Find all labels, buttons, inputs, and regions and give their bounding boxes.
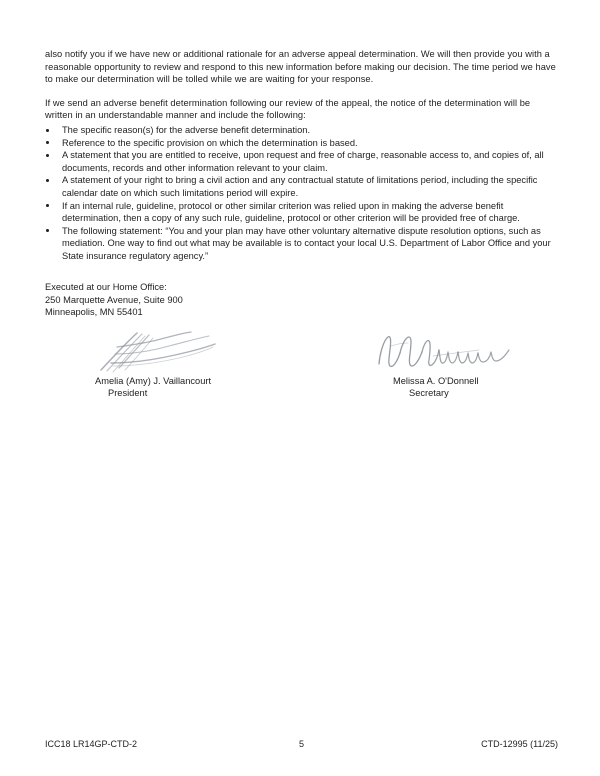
list-item-text: The specific reason(s) for the adverse benefit determination. xyxy=(62,124,311,135)
document-body xyxy=(45,48,558,263)
list-item-text: If an internal rule, guideline, protocol or other similar criterion was relied upon in making the adverse benefit determination, then a copy of any such rule, guideline, protocol or other criterion will be provided free of charge. xyxy=(62,200,520,224)
paragraph-determination-notice-intro: If we send an adverse benefit determination following our review of the appeal, the notice of the determination will be written in an understandable manner and include the following: xyxy=(45,97,531,121)
list-item xyxy=(45,225,558,263)
footer-page-number: 5 xyxy=(298,739,304,749)
list-item xyxy=(45,174,558,199)
bullet-icon xyxy=(46,204,49,207)
footer-form-number: ICC18 LR14GP-CTD-2 xyxy=(45,739,138,749)
bullet-icon xyxy=(46,141,49,144)
execution-line-executed-at: Executed at our Home Office: xyxy=(45,282,167,292)
footer-document-code: CTD-12995 (11/25) xyxy=(481,739,558,749)
list-item xyxy=(45,137,558,150)
paragraph-adverse-appeal-rationale: also notify you if we have new or additional rationale for an adverse appeal determination. We will then provide you with a reasonable opportunity to review and respond to this new information before making our decision. The time period we have to make our determination will be tolled while we are waiting for your response. xyxy=(45,49,556,85)
signature-area xyxy=(45,330,558,410)
bullet-icon xyxy=(46,154,49,157)
signature-block-secretary xyxy=(375,330,600,399)
signature-block-president xyxy=(95,330,335,399)
execution-line-street: 250 Marquette Avenue, Suite 900 xyxy=(45,294,183,305)
list-item-text: The following statement: “You and your plan may have other voluntary alternative dispute resolution options, such as mediation. One way to find out what may be available is to contact your local U.S. Department of Labor Office and your State insurance regulatory agency.” xyxy=(62,225,551,261)
signature-title-secretary: Secretary xyxy=(409,388,449,399)
execution-address-block xyxy=(45,281,183,319)
bullet-icon xyxy=(46,129,49,132)
signature-title-president: President xyxy=(108,388,148,399)
bullet-icon xyxy=(46,179,49,182)
determination-requirements-list xyxy=(45,124,558,263)
execution-line-city-state-zip: Minneapolis, MN 55401 xyxy=(45,307,143,318)
list-item-text: A statement that you are entitled to receive, upon request and free of charge, reasonable access to, and copies of, all documents, records and other information relevant to your claim. xyxy=(62,150,544,173)
list-item xyxy=(45,124,558,137)
page-footer xyxy=(45,739,558,753)
list-item xyxy=(45,149,558,174)
list-item-text: A statement of your right to bring a civil action and any contractual statute of limitations period, including the specific calendar date on which such limitations period will expire. xyxy=(62,175,538,198)
handwritten-signature-melissa-odonnell xyxy=(375,330,600,375)
list-item xyxy=(45,200,558,225)
list-item-text: Reference to the specific provision on which the determination is based. xyxy=(62,137,358,148)
bullet-icon xyxy=(46,229,49,232)
signature-name-secretary: Melissa A. O'Donnell xyxy=(393,376,479,386)
signature-name-president: Amelia (Amy) J. Vaillancourt xyxy=(95,376,212,386)
handwritten-signature-amelia-vaillancourt xyxy=(95,330,335,375)
